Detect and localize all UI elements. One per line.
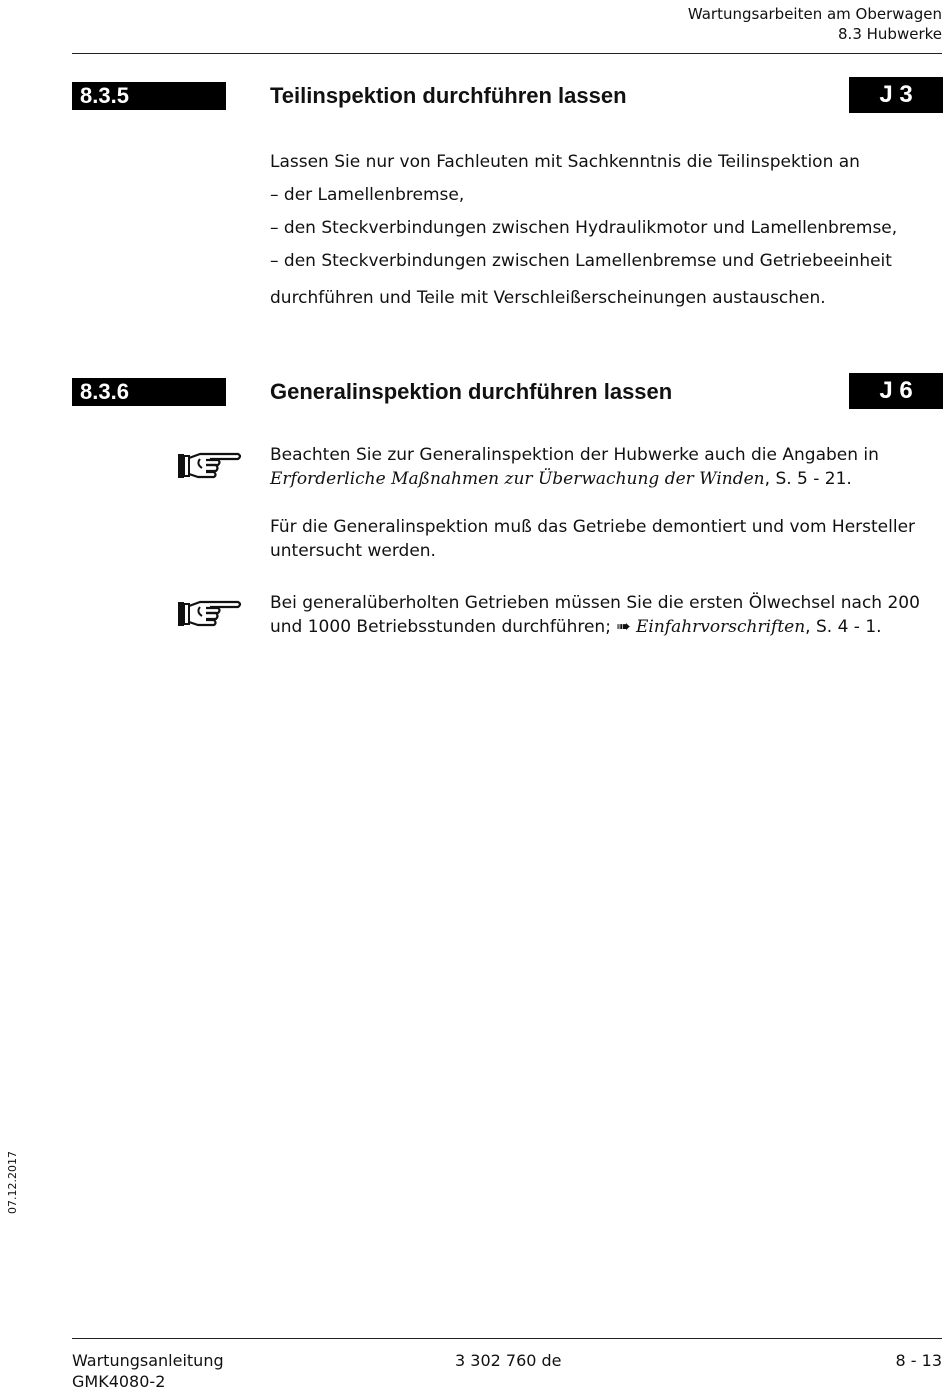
list-item: – der Lamellenbremse, bbox=[270, 185, 465, 205]
section-number-835: 8.3.5 bbox=[72, 82, 226, 110]
interval-code-j6: J 6 bbox=[849, 373, 943, 409]
interval-code-j3: J 3 bbox=[849, 77, 943, 113]
revision-date: 07.12.2017 bbox=[6, 1151, 19, 1214]
note-page-ref: , S. 5 - 21. bbox=[764, 469, 852, 489]
footer-model: GMK4080-2 bbox=[72, 1372, 166, 1391]
note-page-ref: , S. 4 - 1. bbox=[805, 617, 882, 637]
footer-doc-number: 3 302 760 de bbox=[455, 1351, 562, 1370]
pointing-hand-icon bbox=[176, 594, 244, 634]
footer-page-number: 8 - 13 bbox=[895, 1351, 942, 1370]
paragraph-gearbox: Für die Generalinspektion muß das Getriebe demontiert und vom Hersteller untersucht werden. bbox=[270, 517, 916, 561]
section-title-836: Generalinspektion durchführen lassen bbox=[270, 379, 673, 404]
list-item: – den Steckverbindungen zwischen Hydraulikmotor und Lamellenbremse, bbox=[270, 218, 898, 238]
header-section: 8.3 Hubwerke bbox=[838, 25, 942, 43]
note-text: Beachten Sie zur Generalinspektion der Hubwerke auch die Angaben in bbox=[270, 445, 879, 465]
footer-manual: Wartungsanleitung bbox=[72, 1351, 224, 1370]
section-835-outro: durchführen und Teile mit Verschleißerscheinungen austauschen. bbox=[270, 288, 826, 308]
note-oil-change bbox=[270, 591, 945, 639]
pointing-hand-icon bbox=[176, 446, 244, 486]
note-general-inspection bbox=[270, 443, 945, 491]
footer-rule bbox=[72, 1338, 942, 1339]
footer-left bbox=[72, 1350, 224, 1392]
section-835-intro: Lassen Sie nur von Fachleuten mit Sachkenntnis die Teilinspektion an bbox=[270, 152, 860, 172]
cross-reference-link[interactable]: Einfahrvorschriften bbox=[636, 617, 806, 637]
header-chapter: Wartungsarbeiten am Oberwagen bbox=[687, 5, 942, 23]
section-number-836: 8.3.6 bbox=[72, 378, 226, 406]
section-835-body bbox=[270, 146, 945, 315]
list-item: – den Steckverbindungen zwischen Lamellenbremse und Getriebeeinheit bbox=[270, 251, 892, 271]
cross-reference-link[interactable]: Erforderliche Maßnahmen zur Überwachung der Winden bbox=[270, 469, 765, 489]
section-title-835: Teilinspektion durchführen lassen bbox=[270, 83, 627, 108]
reference-arrow-icon: ➠ bbox=[616, 617, 631, 637]
running-header bbox=[688, 4, 942, 44]
header-rule bbox=[72, 53, 942, 54]
note-text: Bei generalüberholten Getrieben müssen Sie die ersten Ölwechsel nach 200 und 1000 Betriebsstunden durchführen; bbox=[270, 593, 920, 637]
